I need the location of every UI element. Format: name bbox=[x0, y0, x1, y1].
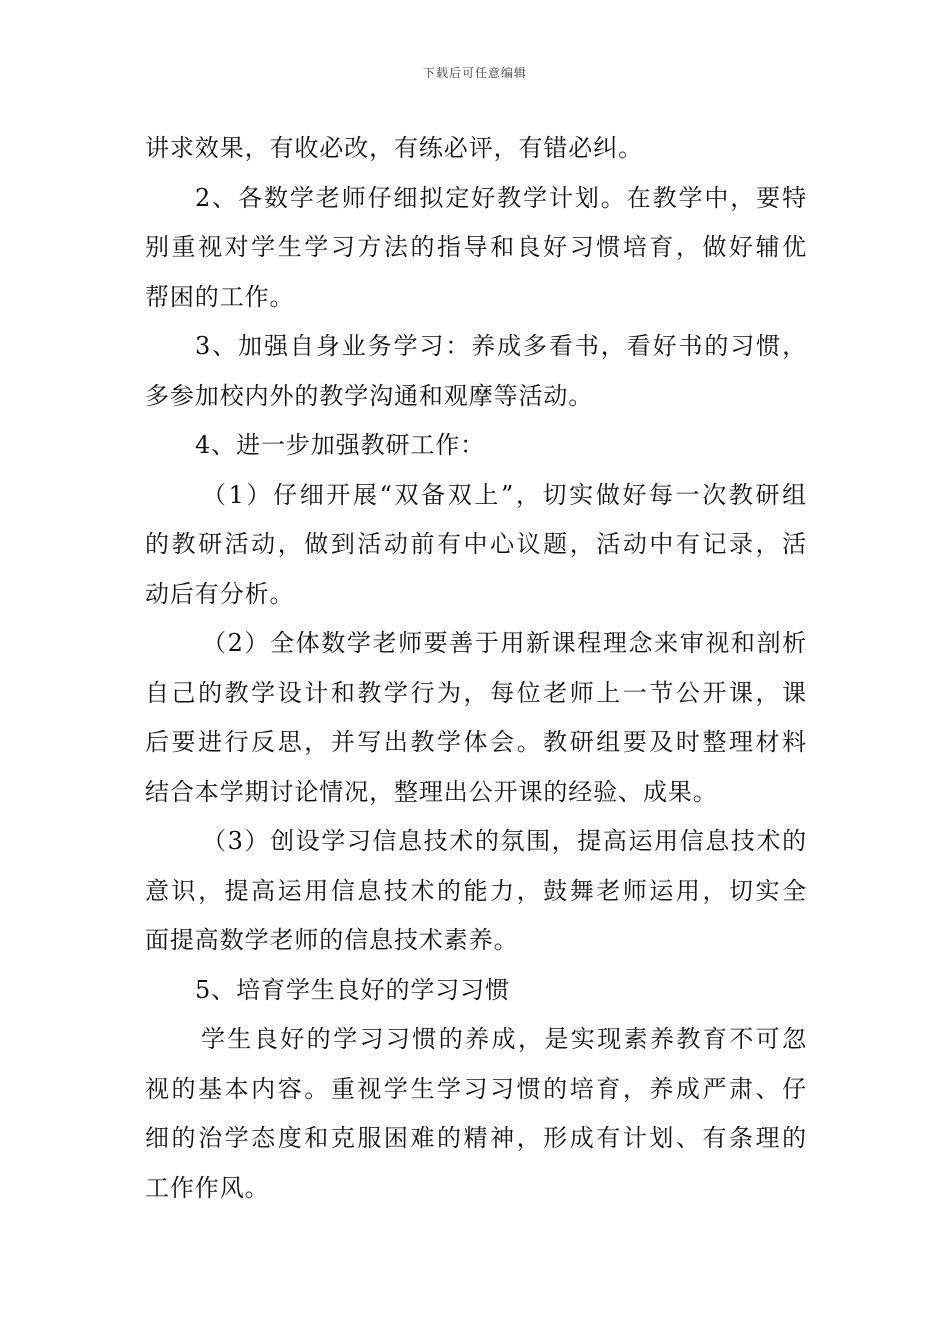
text-line: 面提高数学老师的信息技术素养。 bbox=[145, 926, 519, 954]
text-line: 意识，提高运用信息技术的能力，鼓舞老师运用，切实全 bbox=[145, 876, 807, 905]
text-line: 动后有分析。 bbox=[145, 579, 295, 608]
text-line: 讲求效果，有收必改，有练必评，有错必纠。 bbox=[145, 134, 643, 162]
text-line: 视的基本内容。重视学生学习习惯的培育，养成严肃、仔 bbox=[145, 1074, 807, 1103]
text-line: （3）创设学习信息技术的氛围，提高运用信息技术的 bbox=[202, 827, 807, 855]
text-line: 别重视对学生学习方法的指导和良好习惯培育，做好辅优 bbox=[145, 233, 807, 261]
text-line: 学生良好的学习习惯的养成，是实现素养教育不可忽 bbox=[201, 1025, 807, 1053]
text-line: （1）仔细开展“双备双上”，切实做好每一次教研组 bbox=[202, 480, 807, 509]
text-line: 的教研活动，做到活动前有中心议题，活动中有记录，活 bbox=[145, 530, 807, 558]
text-line: （2）全体数学老师要善于用新课程理念来审视和剖析 bbox=[202, 629, 807, 657]
text-line: 多参加校内外的教学沟通和观摩等活动。 bbox=[145, 381, 594, 410]
text-line: 5、培育学生良好的学习习惯 bbox=[195, 975, 510, 1004]
text-line: 帮困的工作。 bbox=[145, 282, 295, 311]
text-line: 2、各数学老师仔细拟定好教学计划。在教学中，要特 bbox=[195, 183, 807, 212]
document-body bbox=[145, 124, 807, 1213]
page-header: 下载后可任意编辑 bbox=[422, 66, 527, 80]
text-line: 细的治学态度和克服困难的精神，形成有计划、有条理的 bbox=[145, 1124, 807, 1152]
text-line: 后要进行反思，并写出教学体会。教研组要及时整理材料 bbox=[145, 728, 807, 756]
text-line: 4、进一步加强教研工作： bbox=[195, 431, 486, 459]
text-line: 自己的教学设计和教学行为，每位老师上一节公开课，课 bbox=[145, 678, 807, 707]
text-line: 3、加强自身业务学习：养成多看书，看好书的习惯， bbox=[195, 332, 807, 360]
text-line: 工作作风。 bbox=[145, 1173, 270, 1202]
text-line: 结合本学期讨论情况，整理出公开课的经验、成果。 bbox=[145, 777, 718, 806]
